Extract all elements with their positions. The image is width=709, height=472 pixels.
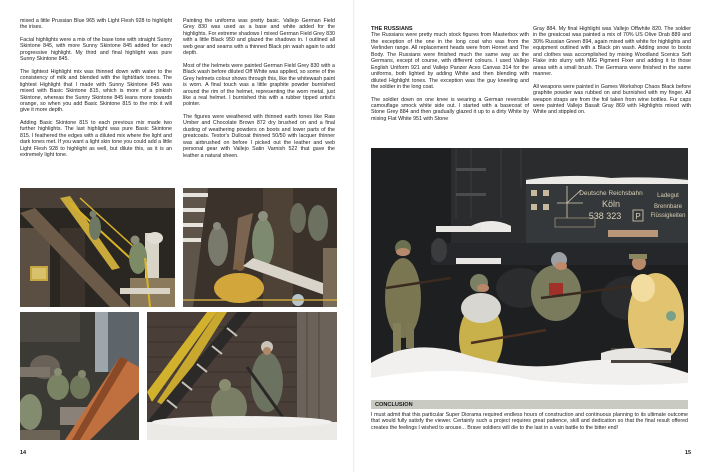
wagon-marking-cargo: Ladegut xyxy=(657,193,679,199)
paragraph: Most of the helmets were painted German Field Grey 830 with a Black wash before diluted Off White was applied, so some of the Grey helmets colour shows through this, like the whitewash paint is worn. A final touch was a little graphite powder burnished around the rim of the helmet, representing the worn metal, just like a real helmet. I burnished this with a rubber tipped artist's pointer. xyxy=(183,62,335,108)
left-column-1 xyxy=(20,18,172,165)
right-column-1 xyxy=(371,26,529,128)
photo-soldiers-rubble xyxy=(183,188,337,307)
paragraph: The figures were weathered with thinned earth tones like Raw Umber and Chocolate Brown 872 dry brushed on and a final dusting of weathering powders on boots and lower parts of the greatcoats. Testor's Dullcoat thinned 50/50 with lacquer thinner was airbrushed on before I picked out the leather and web personal gear with Vallejo Satin Varnish 522 that gave the leather a natural sheen. xyxy=(183,113,335,159)
photo-staircase-ruins xyxy=(20,188,175,307)
page-number-left: 14 xyxy=(20,450,27,456)
wagon-marking-city: Köln xyxy=(601,199,621,209)
left-column-2 xyxy=(183,18,335,165)
wagon-marking-number: 538 323 xyxy=(588,211,622,221)
photo-russians-railway-wagon xyxy=(371,148,688,393)
wagon-marking-flammable: Brennbare xyxy=(653,204,683,210)
paragraph: The Russians were pretty much stock figures from Masterbox with the exception of the one in the long coat who was from the Verlinden range. All replacement heads were from Hornet and The Body. The Russians were finished much the same way as the Germans, except of course, with different colours. I used Vallejo English Uniform 921 and Vallejo Panzer Aces Canvas 314 for the uniforms, both lighted by adding White and then blending with diluted Highlight tones. The exception was the guy kneeling and the soldier in the long coat. xyxy=(371,32,529,91)
wagon-marking-box: P xyxy=(635,212,641,221)
right-column-2 xyxy=(533,26,691,122)
section-heading-conclusion: CONCLUSION xyxy=(375,401,413,408)
paragraph: mixed a little Prussian Blue 965 with Light Flesh 928 to highlight the irises. xyxy=(20,18,172,31)
paragraph: Painting the uniforms was pretty basic. Vallejo German Field Grey 830 was used as a base and white added for the highlights. For extreme shadows I mixed German Field Grey 830 with a little Black 950 and glazed the shadows in. I outlined all web gear and seams with a thinned Black pin wash again to add depth. xyxy=(183,18,335,57)
paragraph: All weapons were painted in Games Workshop Chaos Black before graphite powder was rubbed on and burnished with my finger. All weapon straps are from the foil taken from wine bottles. Fur caps were painted Vallejo Basalt Gray 869 with Highlights mixed with White and stippled on. xyxy=(533,83,691,116)
paragraph: Gray 884. My final Highlight was Vallejo Offwhite 820. The soldier in the greatcoat was painted a mix of 70% US Olive Drab 889 and 30% Russian Green 894, again mixed with white for highlights and equipment outlined with a Black pin wash. Adding snow to boots and clothes was accomplished by mixing Woodland Scenics Soft Flake into slurry with MIG Pigment Fixer and adding it to those areas with a small brush. The Germans were finished in the same manner. xyxy=(533,26,691,78)
photo-soldiers-snow-stairs xyxy=(147,312,337,440)
paragraph: Facial highlights were a mix of the base tone with straight Sunny Skintone 845, with more Sunny Skintone 845 added for each progressive highlight. My third and final highlight was pure Sunny Skintone 845. xyxy=(20,36,172,63)
wagon-marking-railway: Deutsche Reichsbahn xyxy=(579,190,643,197)
conclusion-paragraph: I must admit that this particular Super Diorama required endless hours of construction and continuous planning to its ultimate outcome that would fully satisfy the viewer. Certainly such a project requires great patience, skill and dedication so that the final result offered creates the feelings I wished to arouse... Brave soldiers will die to the last in a vain battle to the bitter end! xyxy=(371,412,688,431)
page-number-right: 15 xyxy=(685,450,692,456)
paragraph: The soldier down on one knee is wearing a German reversible camouflage smock white side out. I started with a basecoat of Stone Grey 884 and then gradually glazed it up to a dirty White by mixing Flat White 951 with Stone xyxy=(371,96,529,122)
paragraph: Adding Basic Skintone 815 to each previous mix made two further highlights. The last highlight was pure Basic Skintone 815. I feathered the edges with a diluted mix where the light and dark tones met. If you want a light skin tone you could add a little Light Flesh 928 to highlight as well, but dilute this, as it is an extremely light tone. xyxy=(20,119,172,159)
section-heading-russians: THE RUSSIANS xyxy=(371,26,413,32)
photo-rusted-girder xyxy=(20,312,139,440)
right-page xyxy=(355,0,709,472)
wagon-marking-liquids: Flüssigkeiten xyxy=(650,213,686,219)
paragraph: The lightest Highlight mix was thinned down with water to the consistency of milk and blended with the light/dark tones. The lightest Highlight that I made with Sunny Skintone 845 was mixed with Basic Skintone 815, which is more of a pinkish Skintone, whereas the Sunny Skintone 845 leans more towards orange, so when you add Basic Skintone 815 to the mix it will give it more depth. xyxy=(20,68,172,114)
left-page xyxy=(0,0,354,472)
conclusion-heading-bar xyxy=(371,400,688,409)
